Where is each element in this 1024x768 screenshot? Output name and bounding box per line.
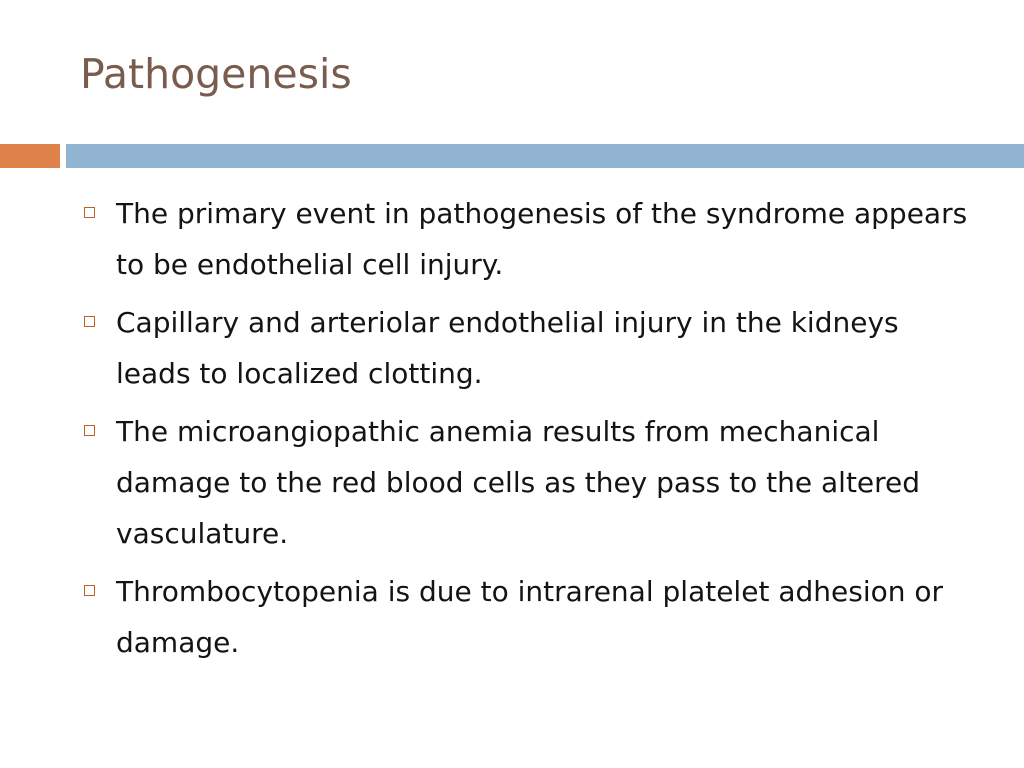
hollow-square-icon xyxy=(84,207,95,218)
hollow-square-icon xyxy=(84,425,95,436)
bullet-item xyxy=(82,297,982,399)
bullet-item xyxy=(82,406,982,559)
hollow-square-icon xyxy=(84,585,95,596)
bullet-text: The microangiopathic anemia results from mechanical damage to the red blood cells as they pass to the altered vasculature. xyxy=(116,415,921,550)
title-rule-accent-orange xyxy=(0,144,60,168)
hollow-square-icon xyxy=(84,316,95,327)
slide-title: Pathogenesis xyxy=(80,50,352,98)
bullet-item xyxy=(82,188,982,290)
title-rule-accent-blue xyxy=(66,144,1024,168)
bullet-text: The primary event in pathogenesis of the syndrome appears to be endothelial cell injury. xyxy=(116,197,968,281)
bullet-text: Thrombocytopenia is due to intrarenal platelet adhesion or damage. xyxy=(116,575,944,659)
bullet-item xyxy=(82,566,982,668)
bullet-text: Capillary and arteriolar endothelial injury in the kidneys leads to localized clotting. xyxy=(116,306,899,390)
bullet-list xyxy=(82,188,982,675)
